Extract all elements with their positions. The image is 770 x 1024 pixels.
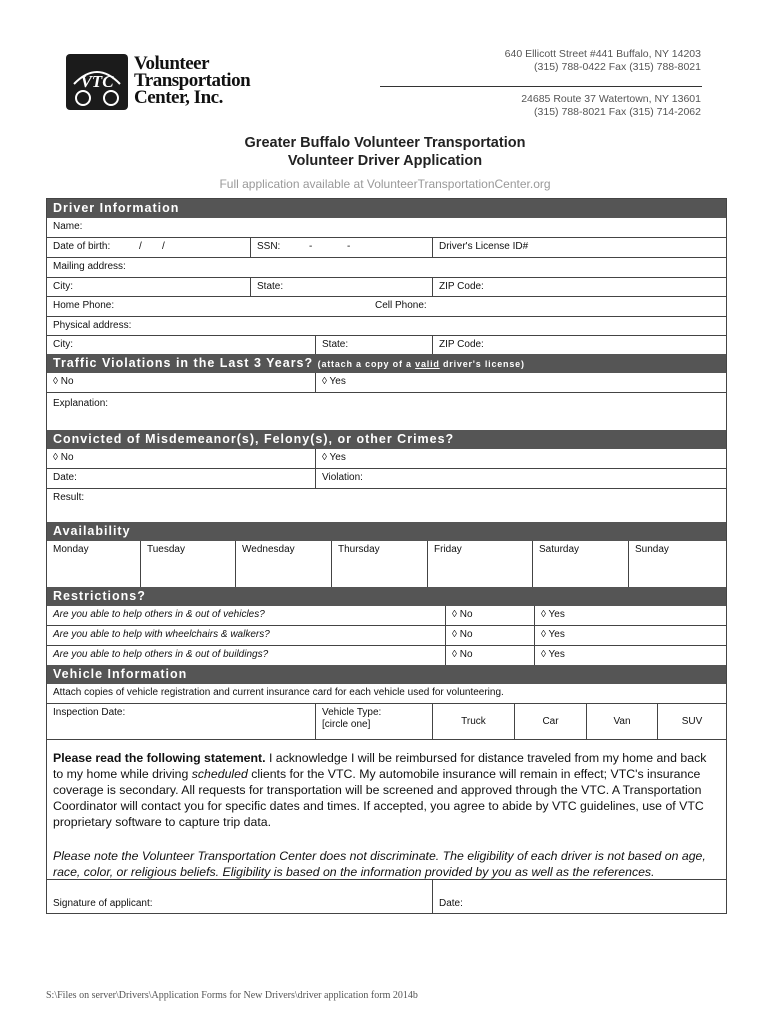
section-driver-information: Driver Information: [47, 199, 726, 218]
home-phone-field[interactable]: [47, 297, 369, 316]
logo-mark-text: VTC: [80, 72, 114, 91]
convicted-result-field[interactable]: [47, 489, 726, 522]
row-mailing: [47, 258, 726, 278]
restriction-question-1: Are you able to help others in & out of vehicles?: [47, 606, 446, 625]
dob-field[interactable]: [47, 238, 251, 257]
violations-no-option[interactable]: [47, 373, 316, 392]
mailing-city-field[interactable]: [47, 278, 251, 296]
row-restriction-1: [47, 606, 726, 626]
license-field[interactable]: [433, 238, 726, 257]
office-2-address: [521, 93, 701, 119]
convicted-date-label: Date:: [53, 472, 77, 483]
row-convicted-result: [47, 489, 726, 522]
row-availability-days: [47, 541, 726, 587]
logo-line-3: Center, Inc.: [134, 87, 223, 108]
restriction-2-no-option[interactable]: ◊ No: [446, 626, 535, 645]
vtc-emblem-icon: [66, 54, 128, 110]
row-physical-city: [47, 336, 726, 354]
home-phone-label: Home Phone:: [53, 300, 115, 311]
logo-line-2: Transportation: [134, 70, 251, 91]
ssn-label: SSN:: [257, 241, 281, 252]
row-dob: [47, 238, 726, 258]
acknowledgement-statement: [47, 740, 726, 880]
logo-line-1: Volunteer: [134, 53, 210, 74]
section-vehicle-information: Vehicle Information: [47, 665, 726, 684]
violations-yes-label: ◊ Yes: [322, 376, 346, 387]
availability-wednesday[interactable]: Wednesday: [236, 541, 332, 587]
vehicle-type-label: Vehicle Type: [circle one]: [316, 704, 433, 739]
subtitle-website: Full application available at VolunteerTransportationCenter.org: [219, 177, 551, 191]
application-form: [46, 198, 727, 914]
convicted-result-label: Result:: [53, 492, 85, 503]
mailing-label: Mailing address:: [53, 261, 126, 272]
office-2-street: 24685 Route 37 Watertown, NY 13601: [521, 93, 701, 105]
availability-thursday[interactable]: Thursday: [332, 541, 428, 587]
section-restrictions: Restrictions?: [47, 587, 726, 606]
physical-label: Physical address:: [53, 320, 132, 331]
row-restriction-2: [47, 626, 726, 646]
restriction-3-yes-option[interactable]: ◊ Yes: [541, 649, 565, 660]
row-violations-choice: [47, 373, 726, 393]
office-1-street: 640 Ellicott Street #441 Buffalo, NY 14203: [504, 48, 701, 60]
office-2-phone: (315) 788-8021 Fax (315) 714-2062: [534, 106, 701, 118]
convicted-violation-field[interactable]: [316, 469, 726, 488]
violations-title: Traffic Violations in the Last 3 Years?: [53, 356, 314, 370]
title-org: Greater Buffalo Volunteer Transportation: [244, 135, 526, 151]
physical-field[interactable]: [47, 317, 726, 335]
availability-friday[interactable]: Friday: [428, 541, 533, 587]
file-path-footer: S:\Files on server\Drivers\Application Forms for New Drivers\driver application form 2014b: [46, 990, 418, 1001]
ssn-sep-1: -: [309, 241, 313, 252]
vtc-logo: [66, 54, 286, 112]
explanation-label: Explanation:: [53, 398, 109, 409]
convicted-yes-label: ◊ Yes: [322, 452, 346, 463]
office-1-phone: (315) 788-0422 Fax (315) 788-8021: [534, 61, 701, 73]
address-divider: [380, 86, 702, 87]
dob-sep-2: /: [162, 241, 165, 252]
restriction-2-yes-option[interactable]: ◊ Yes: [541, 629, 565, 640]
office-1-address: [505, 48, 701, 74]
vehicle-type-car[interactable]: Car: [515, 704, 587, 739]
license-label: Driver's License ID#: [439, 241, 529, 252]
mailing-state-label: State:: [257, 281, 284, 292]
row-physical: [47, 317, 726, 336]
convicted-no-label: ◊ No: [53, 452, 74, 463]
section-traffic-violations: [47, 354, 726, 373]
violations-note-valid: valid: [415, 359, 440, 369]
dob-sep-1: /: [139, 241, 142, 252]
name-label: Name:: [53, 221, 83, 232]
inspection-date-label: Inspection Date:: [53, 707, 126, 718]
logo-wordmark: [134, 55, 250, 106]
statement-text: Please read the following statement. I acknowledge I will be reimbursed for distance traveled from my home and back to my home while driving scheduled clients for the VTC. My automobile insurance will remain in effect; VTC's insurance coverage is secondary. All requests for transportation will be screened and approved through the VTC. A Transportation Coordinator will contact you for specific dates and times. If accepted, you agree to abide by VTC guidelines, use of VTC proprietary software to capture trip data.: [53, 751, 707, 829]
restriction-1-no-option[interactable]: ◊ No: [446, 606, 535, 625]
ssn-sep-2: -: [347, 241, 351, 252]
restriction-question-2: Are you able to help with wheelchairs & walkers?: [47, 626, 446, 645]
convicted-date-field[interactable]: [47, 469, 316, 488]
availability-sunday[interactable]: Sunday: [635, 544, 669, 555]
row-vehicle-attach: [47, 684, 726, 704]
signature-date-field[interactable]: [433, 880, 726, 913]
mailing-field[interactable]: [47, 258, 726, 277]
row-convicted-choice: [47, 449, 726, 469]
convicted-violation-label: Violation:: [322, 472, 363, 483]
row-restriction-3: [47, 646, 726, 665]
row-mailing-city: [47, 278, 726, 297]
physical-zip-field[interactable]: [433, 336, 726, 354]
physical-state-field[interactable]: [316, 336, 433, 354]
inspection-date-field[interactable]: [47, 704, 316, 739]
availability-tuesday[interactable]: Tuesday: [141, 541, 236, 587]
row-phones: [47, 297, 726, 317]
violations-yes-option[interactable]: [316, 373, 726, 392]
restriction-question-3: Are you able to help others in & out of buildings?: [47, 646, 446, 665]
convicted-yes-option[interactable]: [316, 449, 726, 468]
nondiscrimination-note: Please note the Volunteer Transportation Center does not discriminate. The eligibility of each driver is not based on age, race, color, or religious beliefs. Eligibility is based on the information provided by you as well as the references.: [53, 849, 706, 879]
row-name: [47, 218, 726, 238]
explanation-field[interactable]: [47, 393, 726, 430]
violations-note: (attach a copy of a valid driver's license): [317, 359, 525, 369]
section-availability: Availability: [47, 522, 726, 541]
physical-state-label: State:: [322, 339, 349, 350]
mailing-zip-label: ZIP Code:: [439, 281, 484, 292]
physical-city-label: City:: [53, 339, 73, 350]
row-vehicle-details: [47, 704, 726, 740]
violations-no-label: ◊ No: [53, 376, 74, 387]
cell-phone-field[interactable]: [369, 297, 726, 316]
restriction-3-no-option[interactable]: ◊ No: [446, 646, 535, 665]
row-explanation: [47, 393, 726, 430]
signature-field[interactable]: [47, 880, 433, 913]
name-field[interactable]: [47, 218, 726, 237]
vehicle-attach-note: Attach copies of vehicle registration and current insurance card for each vehicle used for volunteering.: [53, 687, 504, 698]
mailing-city-label: City:: [53, 281, 73, 292]
ssn-field[interactable]: [251, 238, 433, 257]
row-convicted-details: [47, 469, 726, 489]
vehicle-type-van[interactable]: Van: [587, 704, 658, 739]
availability-monday[interactable]: Monday: [47, 541, 141, 587]
mailing-zip-field[interactable]: [433, 278, 726, 296]
section-convicted: Convicted of Misdemeanor(s), Felony(s), or other Crimes?: [47, 430, 726, 449]
signature-label: Signature of applicant:: [53, 898, 153, 909]
physical-zip-label: ZIP Code:: [439, 339, 484, 350]
statement-heading: Please read the following statement.: [53, 751, 266, 765]
convicted-no-option[interactable]: [47, 449, 316, 468]
mailing-state-field[interactable]: [251, 278, 433, 296]
restriction-1-yes-option[interactable]: ◊ Yes: [541, 609, 565, 620]
page-title: Volunteer Driver Application: [287, 153, 483, 169]
signature-date-label: Date:: [439, 898, 463, 909]
physical-city-field[interactable]: [47, 336, 316, 354]
vehicle-type-suv[interactable]: SUV: [681, 716, 703, 727]
vehicle-type-truck[interactable]: Truck: [433, 704, 515, 739]
availability-saturday[interactable]: Saturday: [533, 541, 629, 587]
row-signature: [47, 880, 726, 914]
dob-label: Date of birth:: [53, 241, 111, 252]
cell-phone-label: Cell Phone:: [375, 300, 427, 311]
